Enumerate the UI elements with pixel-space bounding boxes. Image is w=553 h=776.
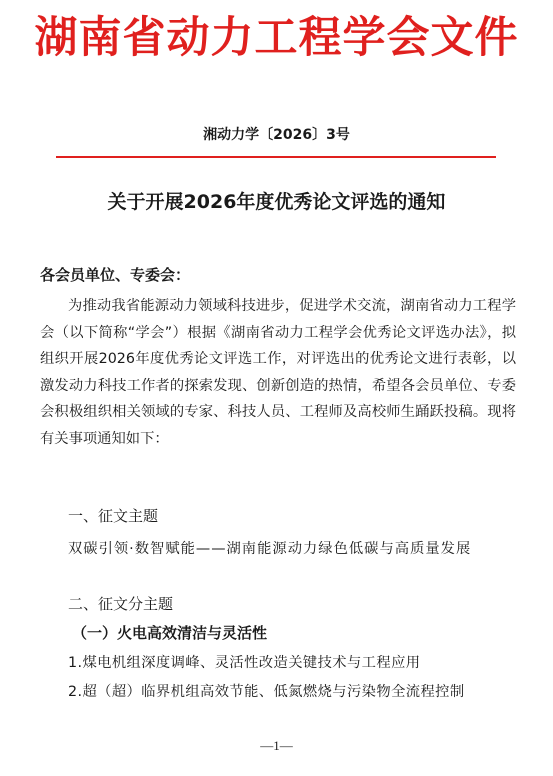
subsection-heading: （一）火电高效清洁与灵活性 xyxy=(72,624,268,642)
masthead: 湖南省动力工程学会文件 xyxy=(34,13,519,63)
body-paragraph: 为推动我省能源动力领域科技进步，促进学术交流，湖南省动力工程学会（以下简称“学会”）根据《湖南省动力工程学会优秀论文评选办法》，拟组织开展2026年度优秀论文评选工作，对评选出的优秀论文进行表彰，以激发动力科技工作者的探索发现、创新创造的热情，希望各会员单位、专委会积极组织相关领域的专家、科技人员、工程师及高校师生踊跃投稿。现将有关事项通知如下： xyxy=(40,298,516,447)
page-number: —1— xyxy=(260,738,293,753)
document-title: 关于开展2026年度优秀论文评选的通知 xyxy=(107,191,446,213)
section-heading-theme: 一、征文主题 xyxy=(68,507,159,525)
list-item: 2.超（超）临界机组高效节能、低氮燃烧与污染物全流程控制 xyxy=(68,684,465,700)
theme-text: 双碳引领·数智赋能——湖南能源动力绿色低碳与高质量发展 xyxy=(68,541,472,557)
section-heading-subthemes: 二、征文分主题 xyxy=(68,595,174,613)
list-item: 1.煤电机组深度调峰、灵活性改造关键技术与工程应用 xyxy=(68,655,421,671)
document-number: 湘动力学〔2026〕3号 xyxy=(203,127,350,143)
red-divider xyxy=(56,156,496,158)
salutation: 各会员单位、专委会： xyxy=(40,266,191,284)
